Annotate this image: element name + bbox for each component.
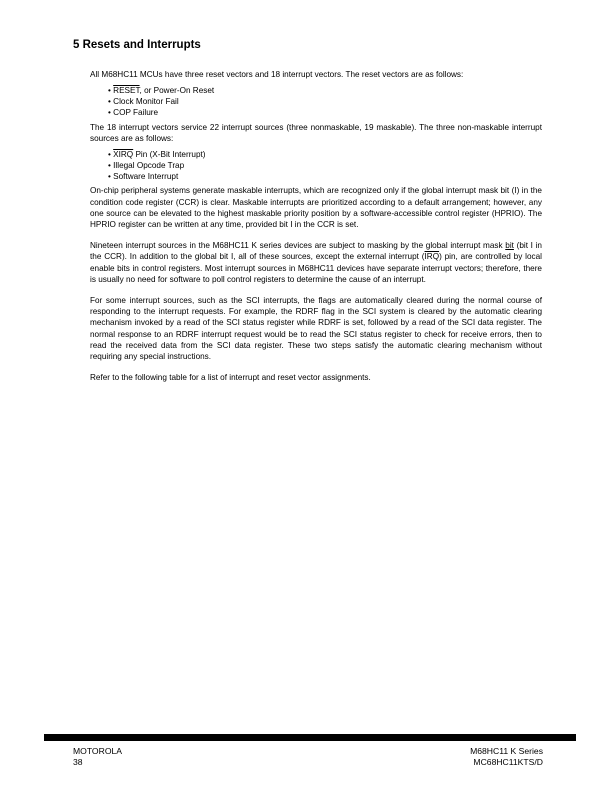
sci-paragraph: For some interrupt sources, such as the SCI interrupts, the flags are automatically cleared during the normal course of responding to the interrupt requests. For example, the RDRF flag in the SCI system is cleared by the automatic clearing mechanism invoked by a read of the SCI status register while RDRF is set, followed by a read of the SCI data register. The normal response to an RDRF interrupt request would be to read the SCI status register to check for receive errors, then to read the received data from the SCI data register. These two steps satisfy the automatic clearing mechanism without requiring any special instructions. [90, 296, 542, 362]
underlined-bit-word: bit [505, 241, 514, 251]
footer-company: MOTOROLA [73, 746, 123, 756]
list-item-clock-monitor: • Clock Monitor Fail [108, 97, 542, 108]
xirq-signal-name: XIRQ [113, 150, 134, 159]
text-segment: (bit I in the CCR). In addition to the global bit I, all of these sources, except the external interrupt ( [90, 241, 542, 262]
footer-page-number: 38 [73, 756, 83, 767]
reset-description: , or Power-On Reset [139, 86, 215, 96]
text-segment: ) pin, are controlled by local enable bits in control registers. Most interrupt sources in M68HC11 devices have separate interrupt vectors; therefore, there is usually no need for software to poll control registers to determine the cause of an interrupt. [90, 252, 542, 284]
footer-left [73, 746, 122, 767]
xirq-description: Pin (X-Bit Interrupt) [133, 150, 206, 159]
onchip-paragraph: On-chip peripheral systems generate maskable interrupts, which are recognized only if the global interrupt mask bit (I) in the condition code register (CCR) is clear. Maskable interrupts are prioritized according to a default arrangement; however, any one source can be elevated to the highest maskable priority position by a software-accessible control register (HPRIO). The HPRIO register can be written at any time, provided bit I in the CCR is set. [90, 186, 542, 229]
list-item-swi: • Software Interrupt [108, 172, 542, 183]
interrupt-intro-paragraph: The 18 interrupt vectors service 22 interrupt sources (three nonmaskable, 19 maskable). The three non-maskable interrupt sources are as follows: [90, 122, 542, 143]
reset-vector-list [108, 86, 542, 118]
section-body [90, 42, 542, 389]
nonmaskable-interrupt-list [108, 150, 542, 182]
footer-right [470, 746, 543, 767]
irq-signal-name: $\overline{IRQ}$ [424, 252, 440, 262]
nineteen-sources-paragraph [90, 240, 542, 285]
footer-doc-number: MC68HC11KTS/D [473, 756, 543, 767]
reset-signal-name: RESET [113, 86, 140, 96]
footer-rule [44, 734, 576, 741]
intro-paragraph: All M68HC11 MCUs have three reset vectors and 18 interrupt vectors. The reset vectors are as follows: [90, 70, 464, 79]
section-title: 5 Resets and Interrupts [73, 39, 201, 51]
footer-series: M68HC11 K Series [470, 746, 543, 756]
list-item-cop: • COP Failure [108, 108, 542, 119]
list-item-xirq [108, 150, 542, 161]
text-segment: Nineteen interrupt sources in the M68HC11 K series devices are subject to masking by the global interrupt mask [90, 241, 506, 251]
refer-paragraph: Refer to the following table for a list of interrupt and reset vector assignments. [90, 373, 371, 383]
list-item-reset [108, 86, 542, 97]
list-item-illegal-opcode: • Illegal Opcode Trap [108, 161, 542, 172]
